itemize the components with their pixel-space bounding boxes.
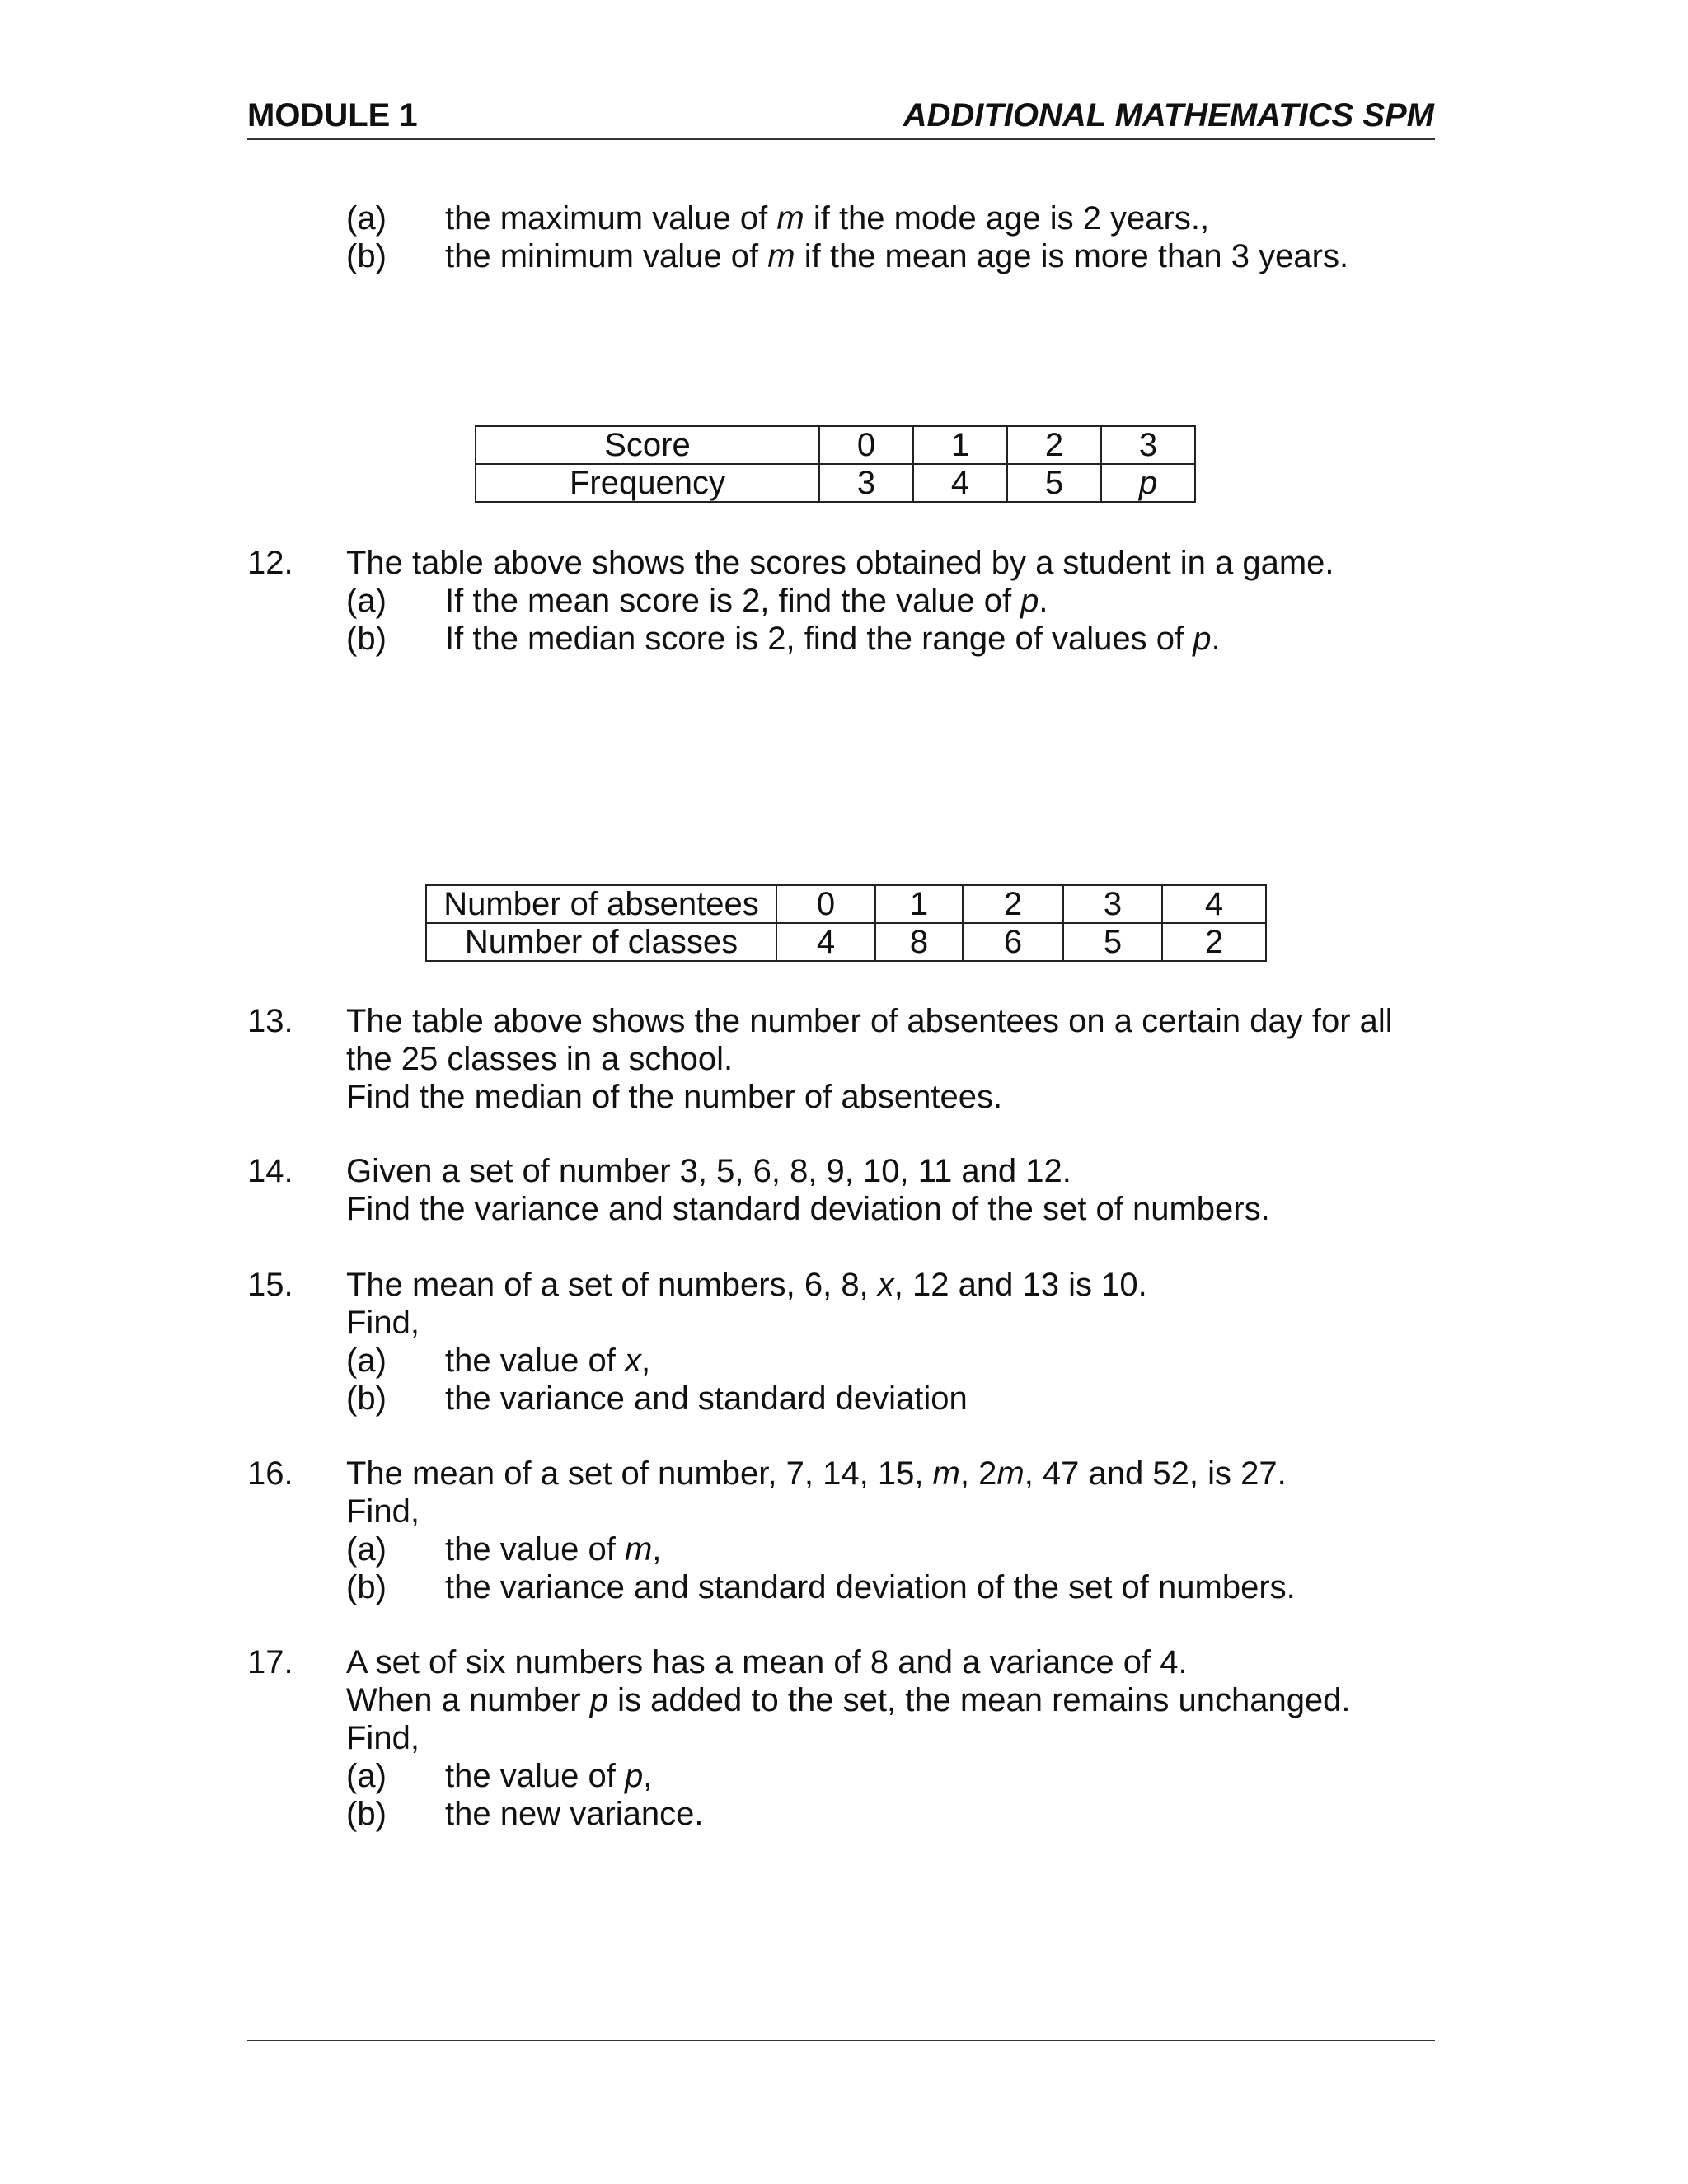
table-cell: 2	[1007, 426, 1101, 464]
q13-number: 13.	[247, 1003, 293, 1039]
q16-a-label: (a)	[346, 1531, 387, 1568]
table-cell: 3	[819, 464, 913, 502]
table-cell: 0	[776, 885, 875, 923]
table-row	[426, 885, 1266, 923]
table-row	[476, 426, 1195, 464]
table-header-cell: Score	[476, 426, 819, 464]
q14-line1: Given a set of number 3, 5, 6, 8, 9, 10, 11 and 12.	[346, 1153, 1071, 1189]
table-cell: 3	[1101, 426, 1195, 464]
q13-line1: The table above shows the number of absentees on a certain day for all	[346, 1003, 1393, 1039]
q17-line1: A set of six numbers has a mean of 8 and a variance of 4.	[346, 1644, 1188, 1680]
q17-b-text: the new variance.	[445, 1796, 704, 1832]
q17-line2: When a number p is added to the set, the mean remains unchanged.	[346, 1682, 1351, 1718]
q16-a-text: the value of m,	[445, 1531, 662, 1568]
table-row	[426, 923, 1266, 961]
q13-line3: Find the median of the number of absentees.	[346, 1079, 1003, 1115]
q12-number: 12.	[247, 545, 293, 581]
header-divider	[247, 138, 1435, 140]
q12-b-label: (b)	[346, 621, 387, 657]
q13-line2: the 25 classes in a school.	[346, 1041, 734, 1077]
q15-line1: The mean of a set of numbers, 6, 8, x, 12 and 13 is 10.	[346, 1267, 1147, 1303]
q15-b-text: the variance and standard deviation	[445, 1380, 968, 1417]
table-cell: 1	[913, 426, 1007, 464]
q16-b-text: the variance and standard deviation of the set of numbers.	[445, 1569, 1296, 1605]
q17-line3: Find,	[346, 1720, 420, 1756]
absentees-table	[425, 884, 1267, 962]
table-cell: 5	[1007, 464, 1101, 502]
q15-a-label: (a)	[346, 1343, 387, 1379]
table-cell: 0	[819, 426, 913, 464]
q12-b-text: If the median score is 2, find the range of values of p.	[445, 621, 1221, 657]
table-cell: 3	[1063, 885, 1162, 923]
q14-number: 14.	[247, 1153, 293, 1189]
q15-a-text: the value of x,	[445, 1343, 651, 1379]
q17-a-text: the value of p,	[445, 1758, 653, 1794]
footer-divider	[247, 2040, 1435, 2041]
table-cell: 1	[875, 885, 963, 923]
q17-a-label: (a)	[346, 1758, 387, 1794]
table-header-cell: Frequency	[476, 464, 819, 502]
table-cell: 4	[776, 923, 875, 961]
q14-line2: Find the variance and standard deviation of the set of numbers.	[346, 1191, 1270, 1227]
q11-b-label: (b)	[346, 238, 387, 274]
table-header-cell: Number of absentees	[426, 885, 776, 923]
table-cell: 6	[963, 923, 1063, 961]
table-cell: 4	[1162, 885, 1266, 923]
q16-b-label: (b)	[346, 1569, 387, 1605]
q17-b-label: (b)	[346, 1796, 387, 1832]
table-cell: 5	[1063, 923, 1162, 961]
q11-a-label: (a)	[346, 200, 387, 237]
table-cell: p	[1101, 464, 1195, 502]
q11-b-text: the minimum value of m if the mean age is more than 3 years.	[445, 238, 1349, 274]
table-cell: 8	[875, 923, 963, 961]
header-module-title: MODULE 1	[247, 97, 418, 134]
q15-line2: Find,	[346, 1305, 420, 1341]
q17-number: 17.	[247, 1644, 293, 1680]
score-frequency-table	[475, 425, 1196, 503]
table-row	[476, 464, 1195, 502]
table-cell: 2	[1162, 923, 1266, 961]
table-cell: 2	[963, 885, 1063, 923]
q16-line2: Find,	[346, 1493, 420, 1530]
header-subject-title: ADDITIONAL MATHEMATICS SPM	[903, 97, 1434, 134]
q16-line1: The mean of a set of number, 7, 14, 15, m, 2m, 47 and 52, is 27.	[346, 1455, 1287, 1492]
q12-a-text: If the mean score is 2, find the value of p.	[445, 583, 1048, 619]
q12-a-label: (a)	[346, 583, 387, 619]
q12-stem: The table above shows the scores obtained by a student in a game.	[346, 545, 1334, 581]
q15-number: 15.	[247, 1267, 293, 1303]
table-header-cell: Number of classes	[426, 923, 776, 961]
q16-number: 16.	[247, 1455, 293, 1492]
q11-a-text: the maximum value of m if the mode age is 2 years.,	[445, 200, 1210, 237]
q15-b-label: (b)	[346, 1380, 387, 1417]
table-cell: 4	[913, 464, 1007, 502]
